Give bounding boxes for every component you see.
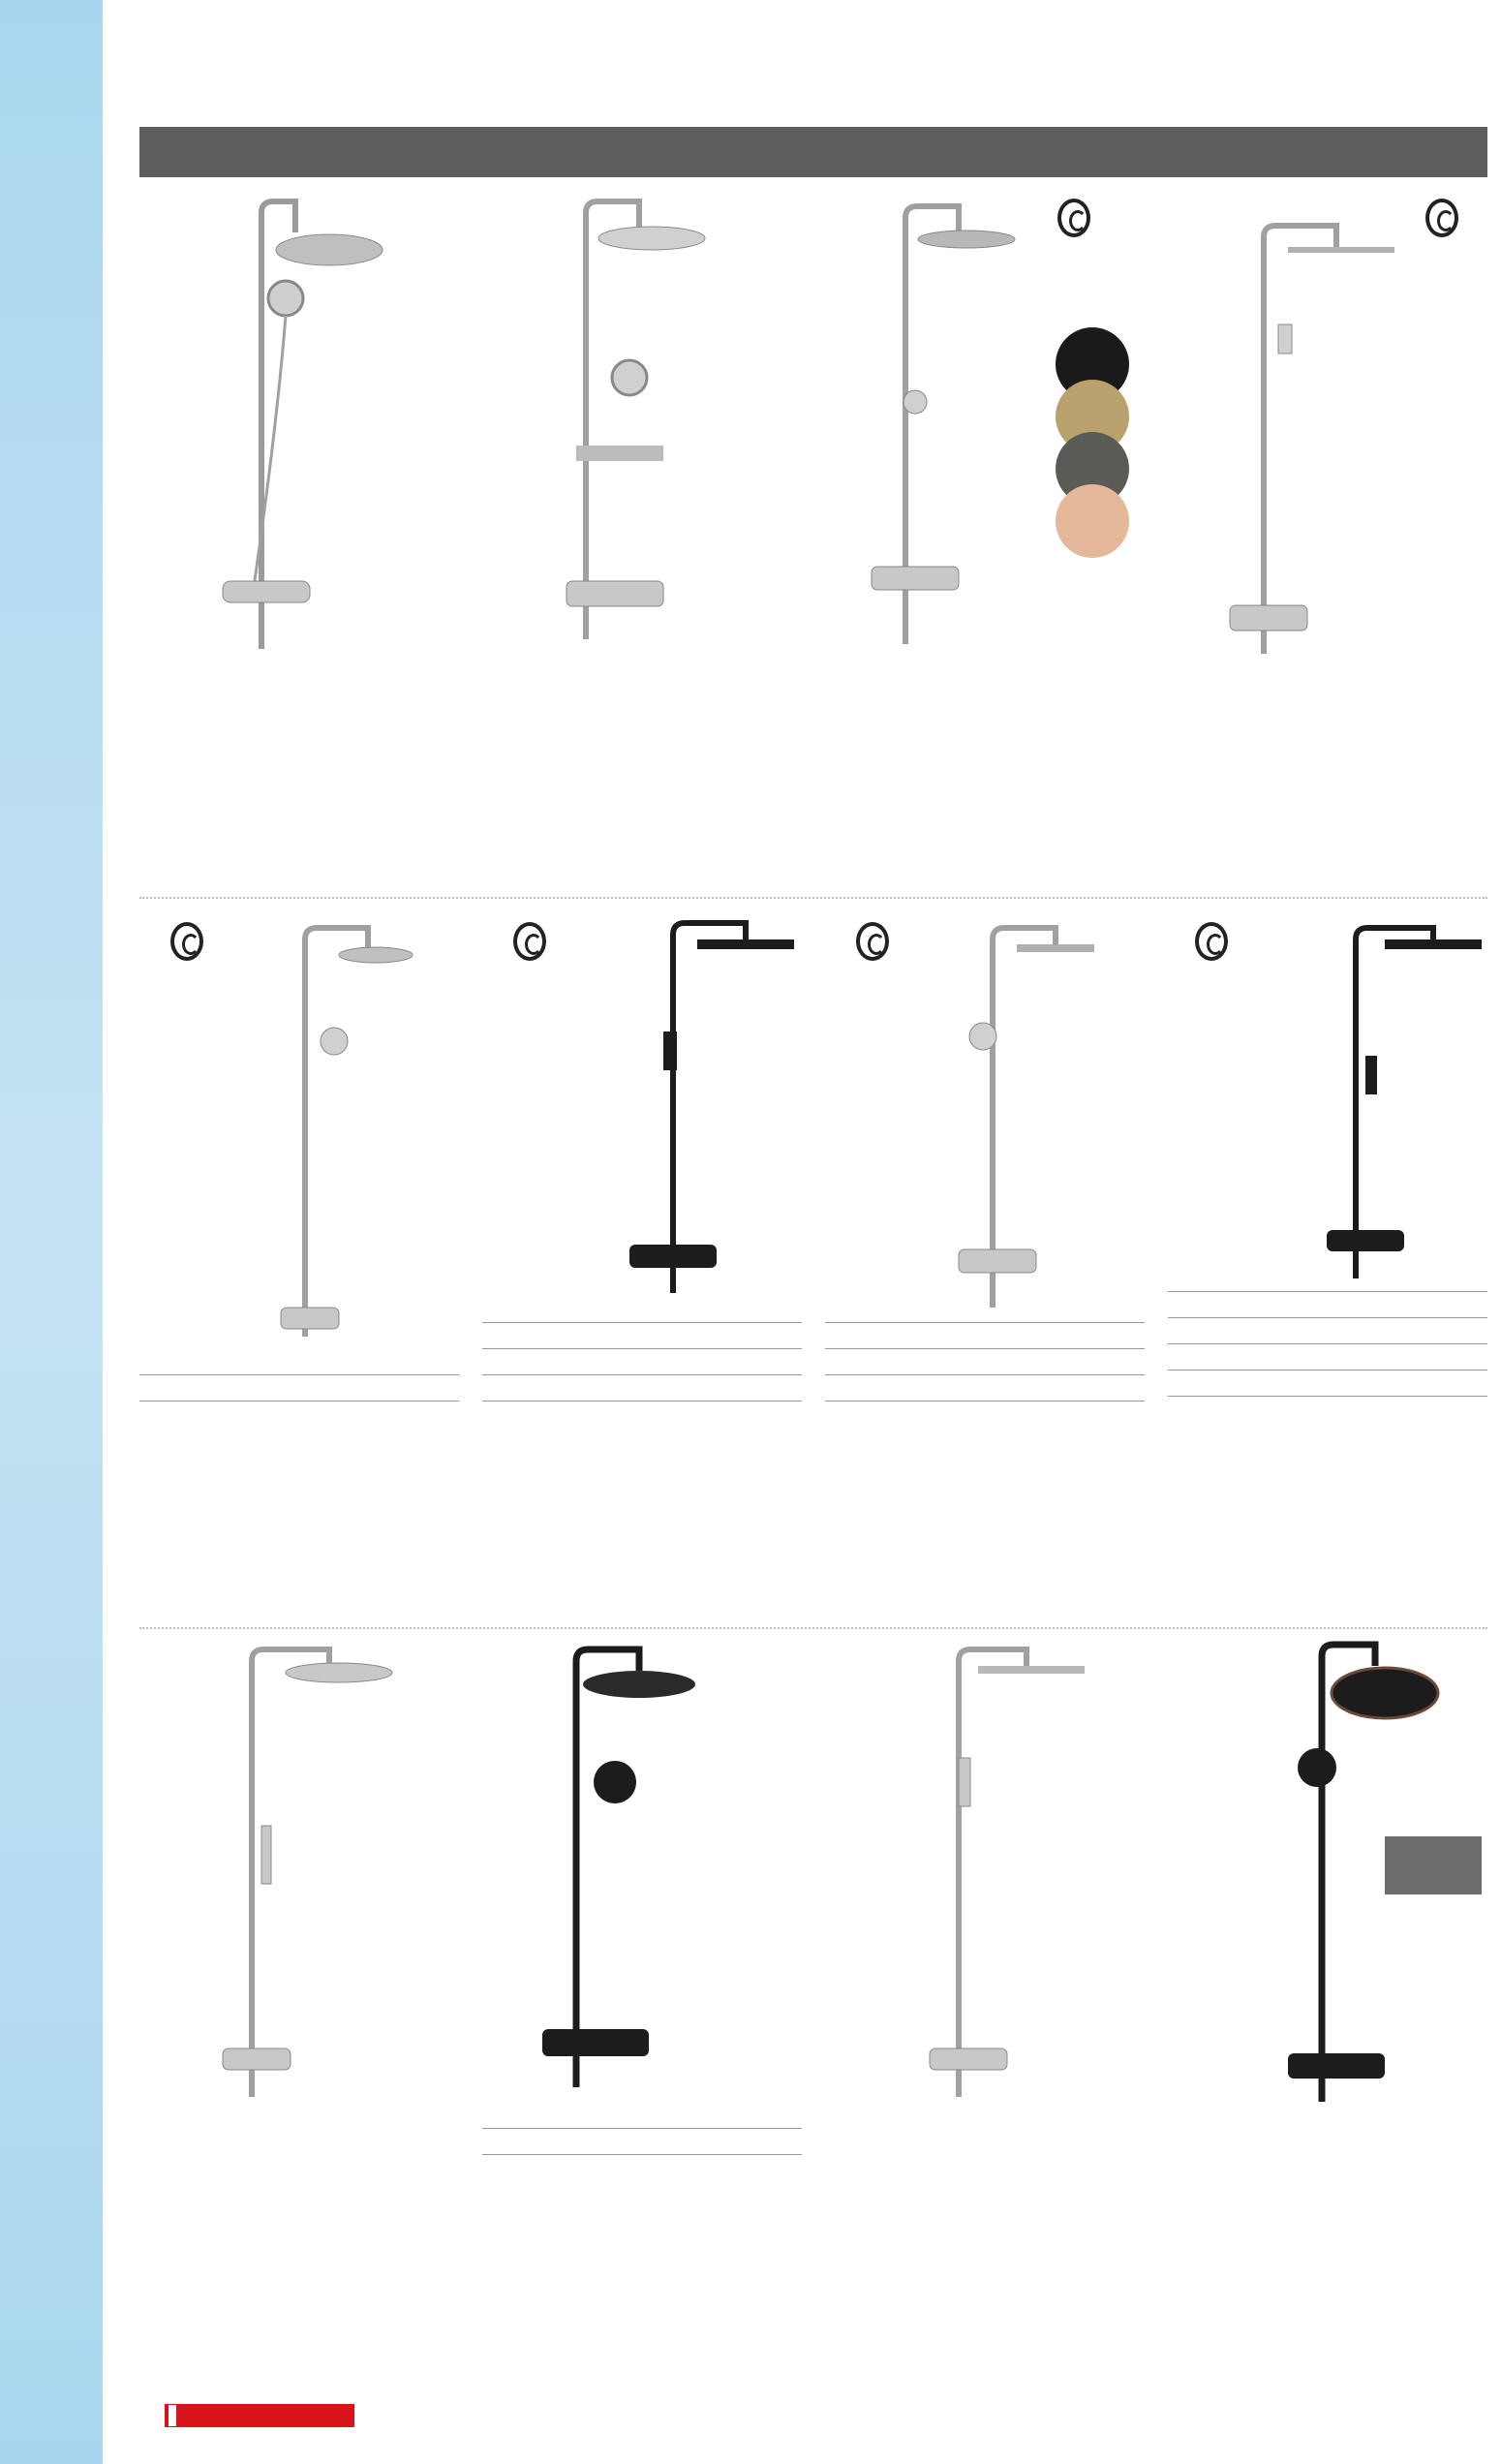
- table-row: [825, 1374, 1145, 1401]
- table-row: [139, 1348, 459, 1374]
- camargue-logo: [815, 922, 932, 988]
- astro-shower-image: [194, 194, 387, 659]
- moscu-shower-image: [213, 1642, 407, 2107]
- variant-table: [482, 2102, 802, 2155]
- product-natur: [825, 664, 1154, 670]
- row-separator: [139, 1627, 1487, 1629]
- product-moscu: [139, 2131, 469, 2137]
- product-sabati: [825, 1290, 1154, 1401]
- table-row: [482, 1374, 802, 1401]
- product-lucca: [1168, 690, 1497, 695]
- camargue-ring: [1195, 922, 1228, 961]
- camargue-ring: [856, 922, 889, 961]
- table-row: [482, 1348, 802, 1374]
- product-bolonia: [1168, 1259, 1497, 1397]
- product-estetic: [482, 664, 812, 670]
- camargue-logo: [1385, 199, 1501, 264]
- color-swatch-rose: [1056, 484, 1129, 558]
- table-row: [1168, 1265, 1487, 1291]
- camargue-ring: [170, 922, 203, 961]
- camargue-ring: [1425, 199, 1458, 237]
- table-row: [1168, 1317, 1487, 1343]
- row-separator: [139, 897, 1487, 899]
- bauhaus-logo-bottom: [165, 2404, 354, 2427]
- table-row: [482, 1322, 802, 1348]
- bauhaus-logo: [165, 2402, 354, 2460]
- table-row: [482, 1296, 802, 1322]
- product-adriatic: [482, 1290, 812, 1401]
- table-row: [482, 2102, 802, 2128]
- product-tevere: [139, 1342, 469, 1401]
- table-row: [1168, 1343, 1487, 1370]
- product-astro: [139, 664, 469, 670]
- table-row: [1168, 1291, 1487, 1317]
- tevere-shower-image: [261, 920, 416, 1346]
- table-row: [825, 1322, 1145, 1348]
- subheader-bar: [139, 127, 1487, 177]
- camargue-logo: [1154, 922, 1271, 988]
- camargue-ring: [1057, 199, 1090, 237]
- table-row: [825, 1296, 1145, 1322]
- lucca-shower-image: [1201, 218, 1433, 663]
- sidebar: [0, 0, 103, 2464]
- bolonia-shower-image: [1298, 920, 1491, 1288]
- table-row: [825, 1348, 1145, 1374]
- camargue-ring: [513, 922, 546, 961]
- bathtub-faucet-badge: [1385, 1836, 1482, 1894]
- sabati-shower-image: [939, 920, 1114, 1317]
- variant-table: [825, 1296, 1145, 1401]
- product-hera: [1168, 2125, 1497, 2131]
- adriatic-shower-image: [610, 915, 804, 1303]
- variant-table: [482, 1296, 802, 1401]
- mitos-plus-shower-image: [523, 1642, 717, 2097]
- camargue-logo: [1017, 199, 1133, 264]
- badge-line1: [1385, 1836, 1482, 1842]
- natur-shower-image: [862, 199, 1036, 654]
- table-row: [482, 2128, 802, 2154]
- table-row: [139, 1374, 459, 1401]
- liverpool-shower-image: [920, 1642, 1114, 2107]
- camargue-logo: [130, 922, 246, 988]
- table-row: [1168, 1370, 1487, 1396]
- product-mitos-plus: [482, 2096, 812, 2155]
- variant-table: [139, 1348, 459, 1401]
- estetic-shower-image: [537, 194, 731, 659]
- camargue-logo: [473, 922, 589, 988]
- product-liverpool: [825, 2127, 1154, 2133]
- variant-table: [1168, 1265, 1487, 1397]
